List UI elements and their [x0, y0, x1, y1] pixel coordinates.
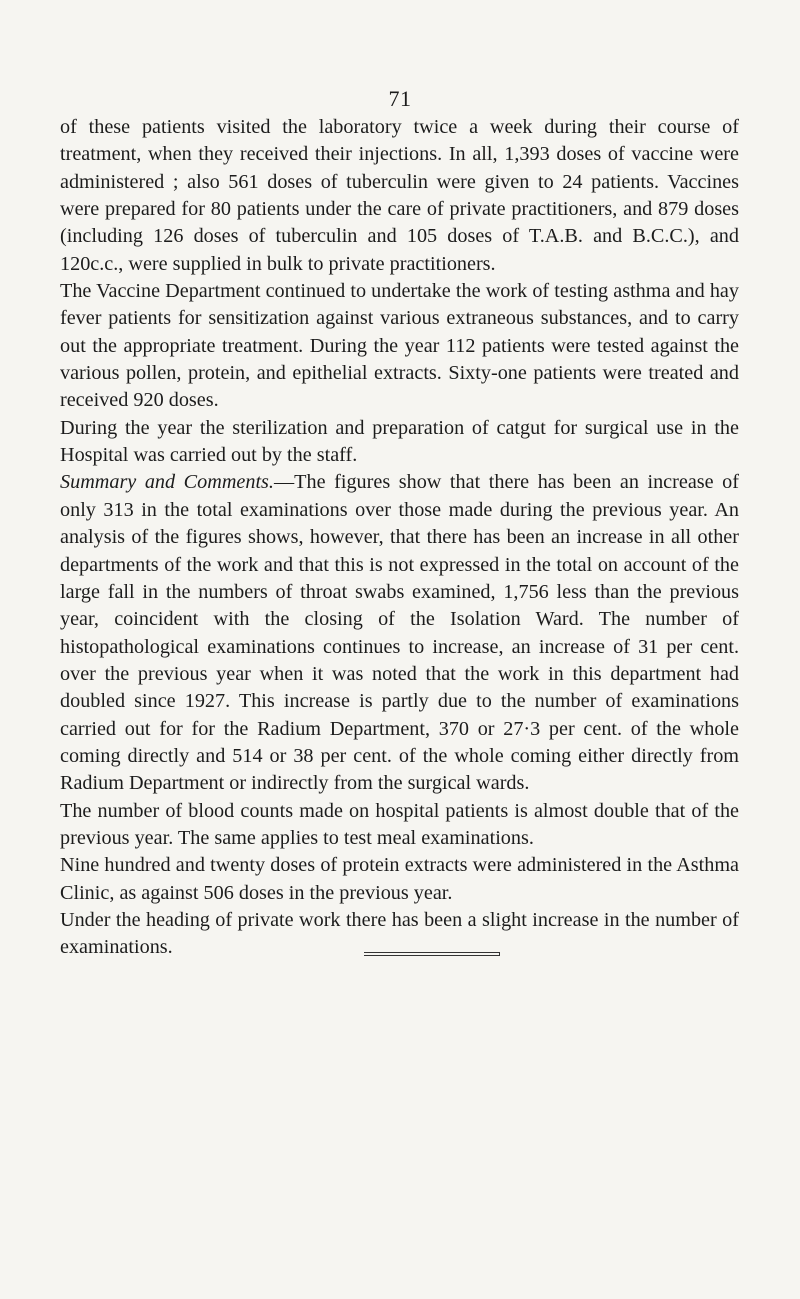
paragraph-private-work: Under the heading of private work there has been a slight increase in the number of examinations.	[60, 908, 739, 959]
summary-body: —The figures show that there has been an increase of only 313 in the total examinations over those made during the previous year. An analysis of the figures shows, however, that there has been an increase in all other departments of the work and that this is not expressed in the total on account of the large fall in the numbers of throat swabs examined, 1,756 less than the previous year, coincident with the closing of the Isolation Ward. The number of histopathological examinations continues to increase, an increase of 31 per cent. over the previous year when it was noted that the work in this department had doubled since 1927. This increase is partly due to the number of examinations carried out for for the Radium Department, 370 or 27·3 per cent. of the whole coming directly and 514 or 38 per cent. of the whole coming either directly from Radium Department or indirectly from the surgical wards.	[60, 471, 739, 795]
paragraph-summary	[60, 469, 739, 797]
paragraph-asthma-clinic: Nine hundred and twenty doses of protein extracts were administered in the Asthma Clinic, as against 506 doses in the previous year.	[60, 854, 739, 904]
end-rule-tick	[499, 952, 500, 956]
paragraph-asthma-testing: The Vaccine Department continued to undertake the work of testing asthma and hay fever patients for sensitization against various extraneous substances, and to carry out the appropriate treatment. During the year 112 patients were tested against the various pollen, protein, and epithelial extracts. Sixty-one patients were treated and received 920 doses.	[60, 280, 739, 412]
end-rule-divider	[364, 952, 502, 957]
end-rule-line-bottom	[364, 955, 500, 956]
paragraph-catgut: During the year the sterilization and preparation of catgut for surgical use in the Hospital was carried out by the staff.	[60, 416, 739, 467]
paragraph-blood-counts: The number of blood counts made on hospital patients is almost double that of the previous year. The same applies to test meal examinations.	[60, 799, 739, 849]
end-rule-line-top	[364, 952, 500, 953]
paragraph-vaccine-doses: of these patients visited the laboratory twice a week during their course of treatment, when they received their injections. In all, 1,393 doses of vaccine were administered ; also 561 doses of tuberculin were given to 24 patients. Vaccines were prepared for 80 patients under the care of private practitioners, and 879 doses (including 126 doses of tuberculin and 105 doses of T.A.B. and B.C.C.), and 120c.c., were supplied in bulk to private practitioners.	[60, 116, 739, 275]
body-text	[60, 114, 739, 962]
summary-heading: Summary and Comments.	[60, 471, 274, 494]
page-number: 71	[388, 86, 412, 111]
